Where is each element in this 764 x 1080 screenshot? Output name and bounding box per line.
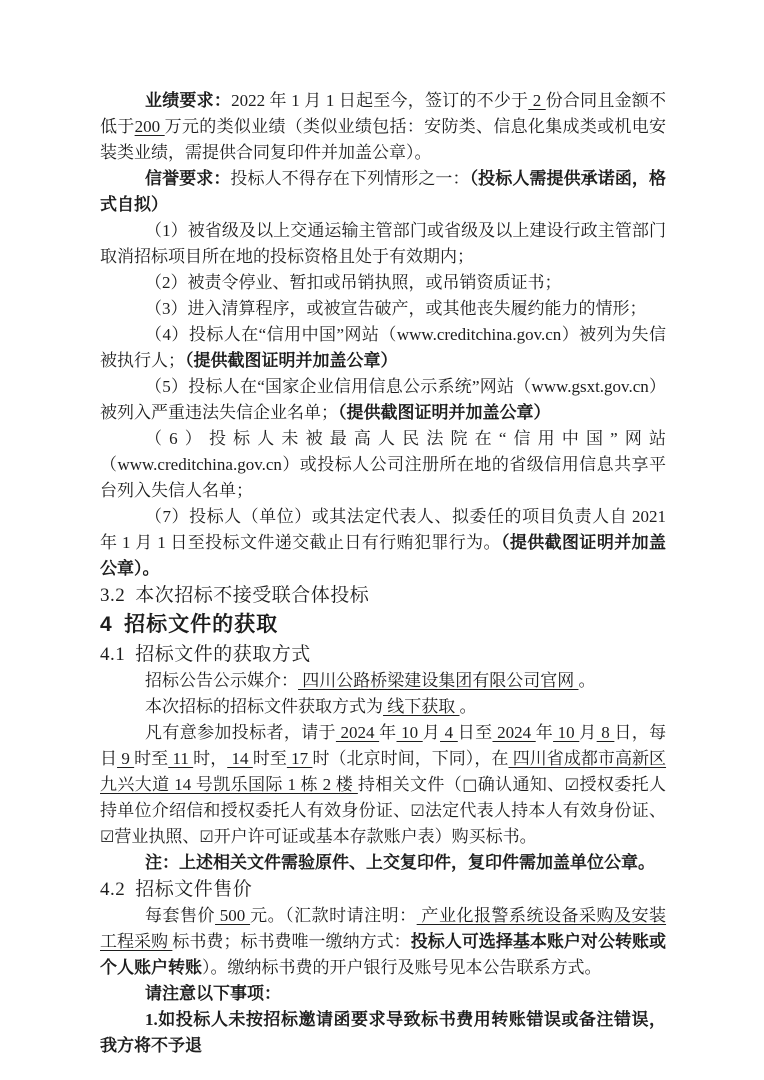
- paragraph: [100, 374, 666, 426]
- text-run: 年: [535, 723, 554, 742]
- paragraph: [100, 981, 666, 1007]
- subsection-heading: [100, 641, 666, 668]
- checkbox-checked-icon: ☑: [100, 827, 115, 846]
- text-run: 投标人不得存在下列情形之一：: [230, 169, 470, 188]
- text-run: 本次招标的招标文件获取方式为: [145, 697, 383, 716]
- document-body: [100, 88, 666, 1059]
- text-run: 。: [578, 671, 596, 690]
- text-run: 10: [396, 723, 423, 742]
- checkbox-checked-icon: ☑: [410, 801, 425, 820]
- text-run: （提供截图证明并加盖公章）: [185, 351, 398, 370]
- text-run: （7）投标人（单位）或其法定代表人、拟委任的项目负责人自 2021 年 1 月 1 日至投标文件递交截止日有行贿犯罪行为。: [100, 507, 666, 552]
- text-run: （5）投标人在“国家企业信用信息公示系统”网站（www.gsxt.gov.cn）被列入严重违法失信企业名单；: [100, 377, 666, 422]
- text-run: 14: [227, 749, 253, 768]
- text-run: 10: [553, 723, 580, 742]
- text-run: 线下获取: [383, 697, 460, 716]
- subsection-heading: [100, 582, 666, 609]
- text-run: 开户许可证或基本存款账户表）购买标书。: [213, 827, 537, 846]
- text-run: 持相关文件（: [357, 775, 463, 794]
- text-run: 万元的类似业绩（类似业绩包括：安防类、信息化集成类或机电安装类业绩，需提供合同复印件并加盖公章）。: [100, 117, 667, 162]
- text-run: 产业化报警系统设备采购及安装工程采购: [100, 906, 667, 951]
- text-run: 11: [168, 749, 194, 768]
- text-run: （1）被省级及以上交通运输主管部门或省级及以上建设行政主管部门取消招标项目所在地的投标资格且处于有效期内；: [100, 221, 666, 266]
- section-heading: [100, 610, 666, 640]
- paragraph: [100, 504, 666, 582]
- text-run: 四川省成都市高新区九兴大道 14 号凯乐国际 1 栋 2 楼: [100, 749, 667, 794]
- text-run: 信誉要求：: [145, 169, 231, 188]
- text-run: （投标人需提供承诺函，格式自拟）: [100, 169, 667, 214]
- paragraph: [100, 850, 666, 876]
- text-run: 法定代表人持本人有效身份证、: [424, 801, 667, 820]
- text-run: （6）投标人未被最高人民法院在“信用中国”网站（www.creditchina.gov.cn）或投标人公司注册所在地的省级信用信息共享平台列入失信人名单；: [100, 429, 666, 500]
- text-run: 日，每日: [100, 723, 667, 768]
- checkbox-checked-icon: ☑: [199, 827, 214, 846]
- text-run: 日至: [457, 723, 493, 742]
- text-run: ）。缴纳标书费的开户银行及账号见本公告联系方式。: [202, 958, 602, 977]
- paragraph: [100, 903, 666, 981]
- text-run: 标书费；标书费唯一缴纳方式：: [172, 932, 411, 951]
- paragraph: [100, 668, 666, 694]
- text-run: 。: [459, 697, 477, 716]
- subsection-heading: [100, 876, 666, 903]
- text-run: 元。（汇款时请注明：: [250, 906, 417, 925]
- text-run: 份合同且金额不低于: [100, 91, 667, 136]
- text-run: 17: [286, 749, 313, 768]
- text-run: 月: [579, 723, 597, 742]
- text-run: （2）被责令停业、暂扣或吊销执照，或吊销资质证书；: [145, 273, 562, 292]
- text-run: 200: [134, 117, 165, 136]
- text-run: 2: [528, 91, 546, 110]
- text-run: 2022 年 1 月 1 日起至今，签订的不少于: [231, 91, 529, 110]
- text-run: 业绩要求：: [145, 91, 232, 110]
- text-run: 年: [379, 723, 397, 742]
- text-run: 9: [117, 749, 135, 768]
- paragraph: [100, 694, 666, 720]
- checkbox-checked-icon: ☑: [564, 775, 580, 794]
- paragraph: [100, 270, 666, 296]
- text-run: 投标人可选择基本账户对公转账或个人账户转账: [100, 932, 667, 977]
- paragraph: [100, 296, 666, 322]
- paragraph: [100, 1007, 666, 1059]
- text-run: （提供截图证明并加盖公章）: [338, 403, 551, 422]
- text-run: 凡有意参加投标者，请于: [145, 723, 336, 742]
- paragraph: [100, 720, 666, 850]
- text-run: 4 招标文件的获取: [100, 613, 279, 636]
- text-run: 营业执照、: [114, 827, 200, 846]
- text-run: 2024: [492, 723, 536, 742]
- paragraph: [100, 426, 666, 504]
- text-run: 每套售价: [145, 906, 216, 925]
- text-run: 授权委托人持单位介绍信和授权委托人有效身份证、: [100, 775, 667, 820]
- text-run: 时（北京时间，下同），在: [312, 749, 509, 768]
- text-run: 请注意以下事项：: [145, 984, 281, 1003]
- text-run: （4）投标人在“信用中国”网站（www.creditchina.gov.cn）被列为失信被执行人；: [100, 325, 666, 370]
- text-run: 时至: [252, 749, 287, 768]
- text-run: 1.如投标人未按招标邀请函要求导致标书费用转账错误或备注错误，我方将不予退: [100, 1010, 666, 1055]
- text-run: 确认通知、: [477, 775, 565, 794]
- text-run: 招标公告公示媒介：: [145, 671, 298, 690]
- text-run: 2024: [335, 723, 380, 742]
- text-run: 4.2 招标文件售价: [100, 879, 253, 900]
- text-run: 注：上述相关文件需验原件、上交复印件，复印件需加盖单位公章。: [145, 853, 655, 872]
- text-run: 月: [422, 723, 441, 742]
- text-run: 8: [596, 723, 615, 742]
- text-run: 4: [440, 723, 458, 742]
- text-run: 四川公路桥梁建设集团有限公司官网: [298, 671, 579, 690]
- checkbox-empty-icon: □: [462, 775, 478, 794]
- text-run: 时至: [134, 749, 169, 768]
- paragraph: [100, 166, 666, 218]
- paragraph: [100, 322, 666, 374]
- text-run: 3.2 本次招标不接受联合体投标: [100, 585, 370, 606]
- text-run: （3）进入清算程序，或被宣告破产，或其他丧失履约能力的情形；: [145, 299, 647, 318]
- text-run: 4.1 招标文件的获取方式: [100, 644, 311, 665]
- paragraph: [100, 218, 666, 270]
- text-run: 500: [215, 906, 251, 925]
- paragraph: [100, 88, 666, 166]
- text-run: 时，: [193, 749, 228, 768]
- text-run: （提供截图证明并加盖公章）。: [100, 533, 667, 578]
